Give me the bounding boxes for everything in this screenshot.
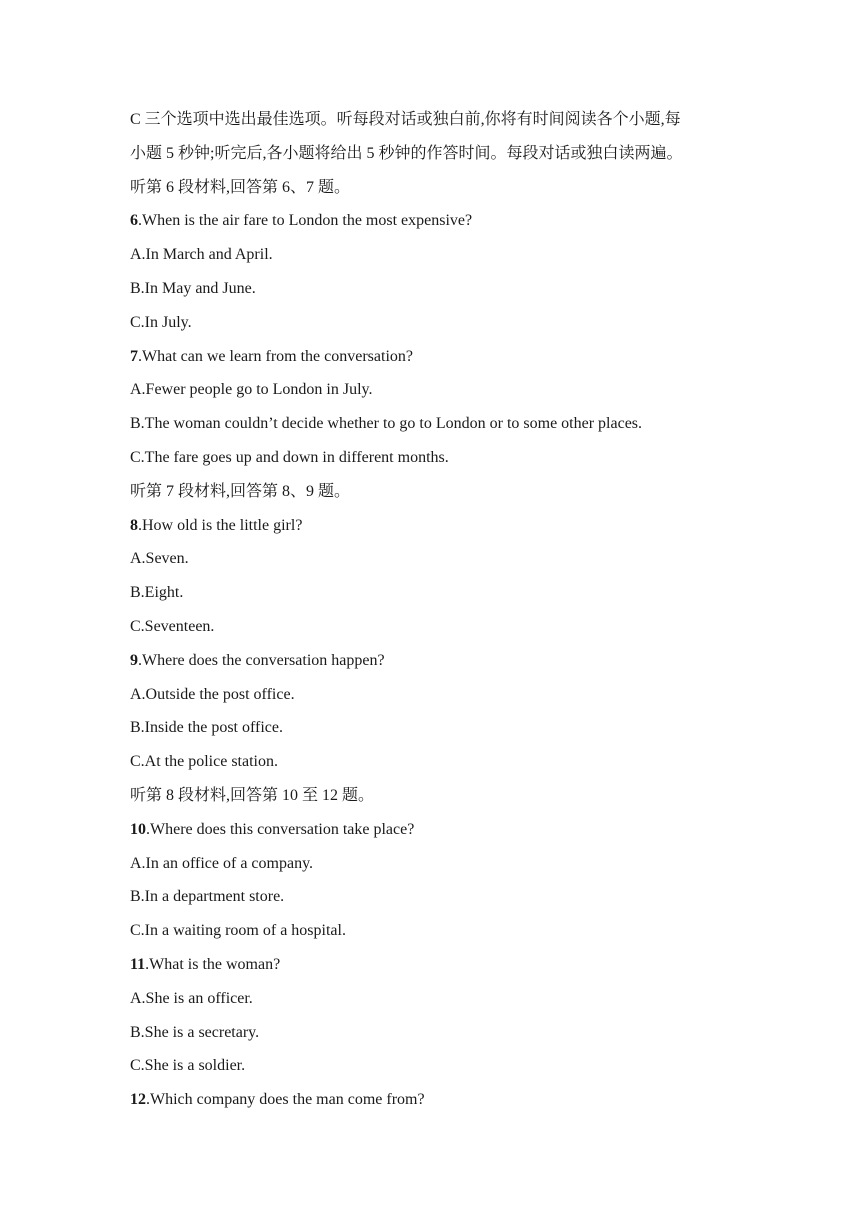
question-stem: .What is the woman? bbox=[145, 955, 281, 973]
answer-option: C.The fare goes up and down in different months. bbox=[130, 448, 449, 466]
question-number: 8 bbox=[130, 516, 138, 534]
question-stem: .Where does this conversation take place? bbox=[146, 820, 415, 838]
answer-option: A.In an office of a company. bbox=[130, 854, 314, 872]
answer-option: A.Fewer people go to London in July. bbox=[130, 381, 373, 399]
section-heading: 听第 6 段材料,回答第 6、7 题。 bbox=[130, 178, 351, 196]
answer-option: C.Seventeen. bbox=[130, 617, 215, 635]
answer-option: B.In May and June. bbox=[130, 279, 256, 297]
answer-option: C.At the police station. bbox=[130, 753, 278, 771]
answer-option: B.She is a secretary. bbox=[130, 1023, 260, 1041]
answer-option: C.In July. bbox=[130, 313, 192, 331]
question-stem: .When is the air fare to London the most expensive? bbox=[138, 212, 473, 230]
question-6 bbox=[130, 209, 770, 243]
question-number: 10 bbox=[130, 820, 146, 838]
question-stem: .Where does the conversation happen? bbox=[138, 651, 385, 669]
question-stem: .Which company does the man come from? bbox=[146, 1091, 425, 1109]
instructions-line: C 三个选项中选出最佳选项。听每段对话或独白前,你将有时间阅读各个小题,每 bbox=[130, 111, 681, 128]
question-10 bbox=[130, 818, 770, 852]
answer-option: A.In March and April. bbox=[130, 246, 273, 264]
question-number: 12 bbox=[130, 1091, 146, 1109]
section-heading: 听第 7 段材料,回答第 8、9 题。 bbox=[130, 482, 351, 500]
question-9 bbox=[130, 649, 770, 683]
answer-option: C.She is a soldier. bbox=[130, 1057, 246, 1075]
question-8 bbox=[130, 514, 770, 548]
question-number: 6 bbox=[130, 212, 138, 230]
question-7 bbox=[130, 345, 770, 379]
answer-option: A.Outside the post office. bbox=[130, 685, 295, 703]
question-12 bbox=[130, 1088, 770, 1122]
answer-option: B.The woman couldn’t decide whether to go to London or to some other places. bbox=[130, 415, 643, 433]
question-11 bbox=[130, 953, 770, 987]
answer-option: B.In a department store. bbox=[130, 888, 285, 906]
question-number: 7 bbox=[130, 347, 138, 365]
answer-option: A.She is an officer. bbox=[130, 989, 253, 1007]
answer-option: B.Inside the post office. bbox=[130, 719, 284, 737]
section-heading: 听第 8 段材料,回答第 10 至 12 题。 bbox=[130, 786, 375, 804]
question-number: 11 bbox=[130, 955, 146, 973]
question-number: 9 bbox=[130, 651, 138, 669]
answer-option: B.Eight. bbox=[130, 584, 184, 602]
instructions-line: 小题 5 秒钟;听完后,各小题将给出 5 秒钟的作答时间。每段对话或独白读两遍。 bbox=[130, 144, 683, 162]
answer-option: A.Seven. bbox=[130, 550, 189, 568]
question-stem: .What can we learn from the conversation? bbox=[138, 347, 413, 365]
question-stem: .How old is the little girl? bbox=[138, 516, 303, 534]
document-body bbox=[130, 108, 770, 1122]
answer-option: C.In a waiting room of a hospital. bbox=[130, 922, 346, 940]
